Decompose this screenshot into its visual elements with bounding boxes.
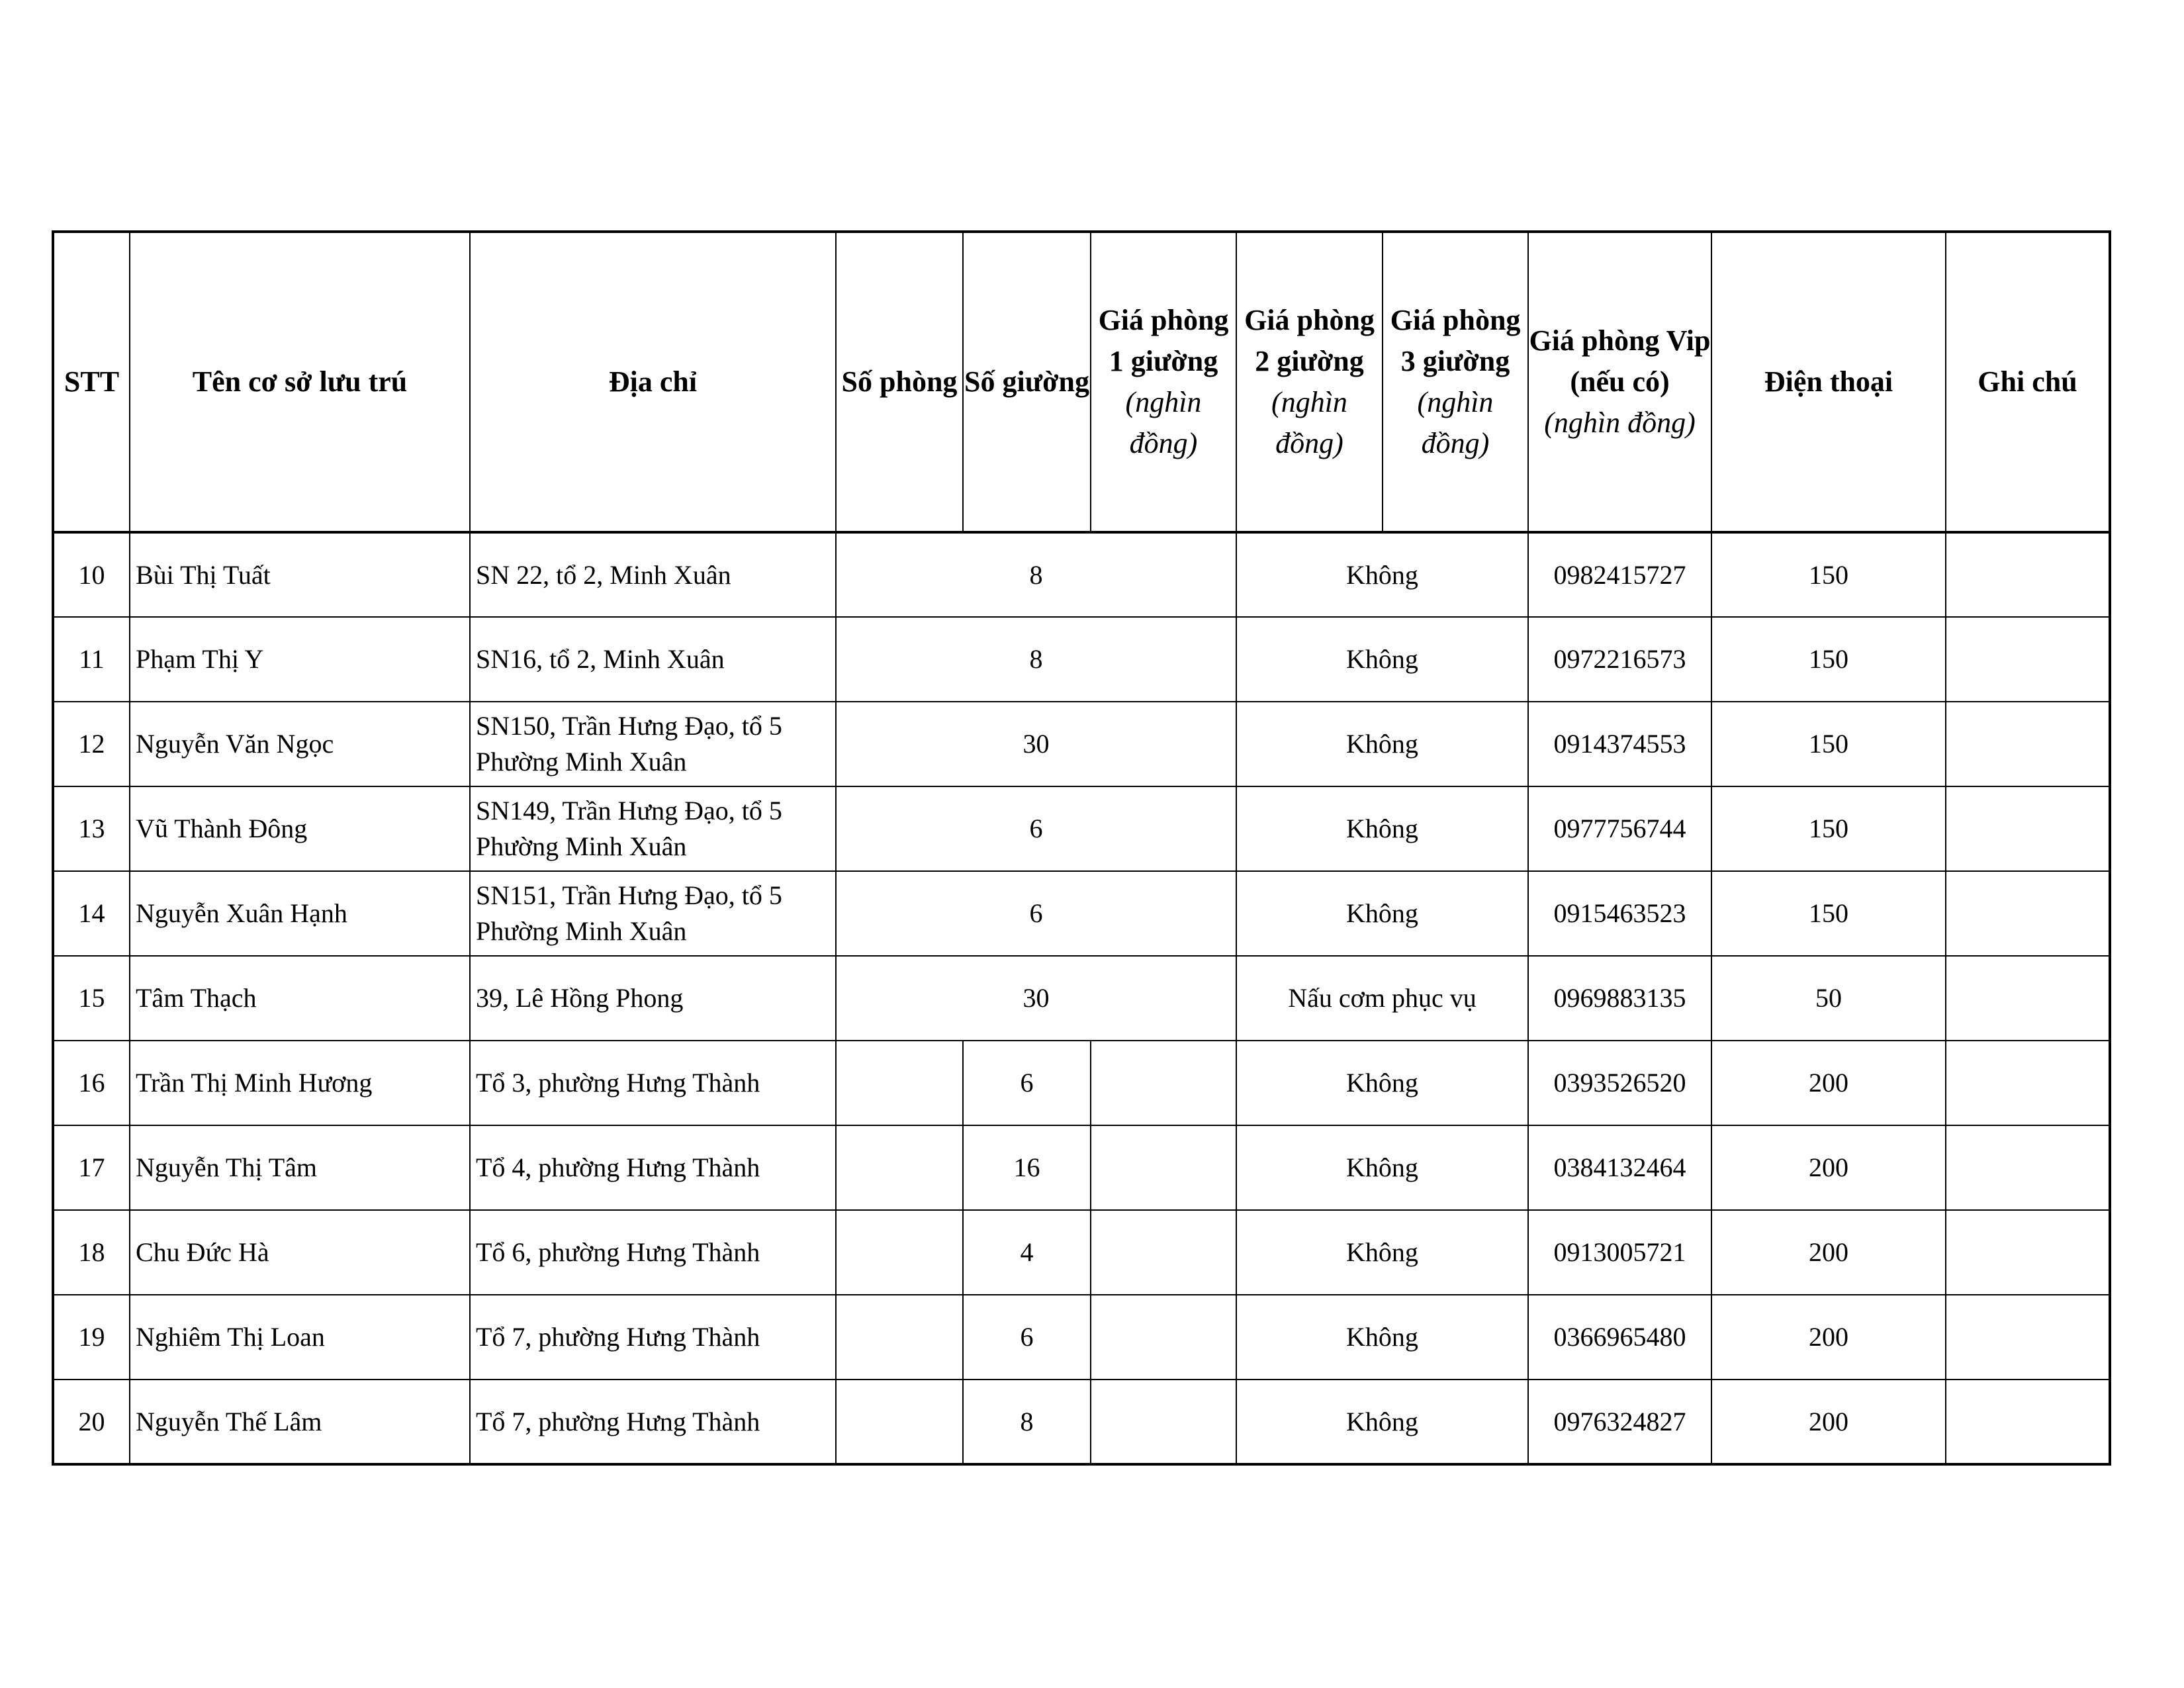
row-address: Tổ 3, phường Hưng Thành (470, 1041, 836, 1125)
header-stt: STT (53, 232, 130, 532)
header-rooms: Số phòng (836, 232, 963, 532)
lodging-table (52, 230, 2111, 1466)
row-phone: 0913005721 (1528, 1210, 1711, 1295)
row-rooms (836, 1380, 963, 1464)
row-address: Tổ 7, phường Hưng Thành (470, 1380, 836, 1464)
row-name: Nguyễn Thị Tâm (130, 1125, 470, 1210)
header-price-2-bed-title: Giá phòng 2 giường (1244, 304, 1375, 377)
table-row (53, 532, 2110, 617)
row-phone: 0977756744 (1528, 786, 1711, 871)
row-services: Không (1236, 532, 1528, 617)
row-address: Tổ 7, phường Hưng Thành (470, 1295, 836, 1380)
row-rooms-beds: 6 (836, 871, 1236, 956)
row-address: Tổ 6, phường Hưng Thành (470, 1210, 836, 1295)
row-price-1-bed (1091, 1295, 1236, 1380)
row-price-1-bed (1091, 1380, 1236, 1464)
table-row (53, 956, 2110, 1041)
row-stt: 13 (53, 786, 130, 871)
row-address: Tổ 4, phường Hưng Thành (470, 1125, 836, 1210)
row-price: 200 (1711, 1295, 1946, 1380)
row-stt: 18 (53, 1210, 130, 1295)
row-stt: 19 (53, 1295, 130, 1380)
row-rooms (836, 1125, 963, 1210)
row-note (1946, 1295, 2110, 1380)
header-price-vip (1528, 232, 1711, 532)
header-price-vip-unit: (nghìn đồng) (1544, 406, 1696, 439)
table-row (53, 702, 2110, 786)
row-beds: 6 (963, 1295, 1091, 1380)
header-name: Tên cơ sở lưu trú (130, 232, 470, 532)
row-price-1-bed (1091, 1041, 1236, 1125)
table-row (53, 1041, 2110, 1125)
row-stt: 16 (53, 1041, 130, 1125)
row-phone: 0914374553 (1528, 702, 1711, 786)
row-address: 39, Lê Hồng Phong (470, 956, 836, 1041)
row-rooms-beds: 8 (836, 617, 1236, 702)
table-row (53, 617, 2110, 702)
row-stt: 20 (53, 1380, 130, 1464)
row-name: Bùi Thị Tuất (130, 532, 470, 617)
row-beds: 16 (963, 1125, 1091, 1210)
row-phone: 0384132464 (1528, 1125, 1711, 1210)
row-rooms-beds: 30 (836, 956, 1236, 1041)
header-phone: Điện thoại (1711, 232, 1946, 532)
row-services: Không (1236, 1295, 1528, 1380)
row-rooms (836, 1041, 963, 1125)
header-row (53, 232, 2110, 532)
row-stt: 14 (53, 871, 130, 956)
row-phone: 0972216573 (1528, 617, 1711, 702)
row-stt: 15 (53, 956, 130, 1041)
row-price: 150 (1711, 532, 1946, 617)
row-note (1946, 786, 2110, 871)
header-price-vip-title: Giá phòng Vip (nếu có) (1529, 324, 1711, 398)
row-price: 150 (1711, 786, 1946, 871)
row-price: 150 (1711, 617, 1946, 702)
header-note: Ghi chú (1946, 232, 2110, 532)
row-name: Vũ Thành Đông (130, 786, 470, 871)
row-services: Không (1236, 617, 1528, 702)
row-name: Tâm Thạch (130, 956, 470, 1041)
header-beds: Số giường (963, 232, 1091, 532)
row-note (1946, 1380, 2110, 1464)
row-rooms (836, 1295, 963, 1380)
row-phone: 0393526520 (1528, 1041, 1711, 1125)
row-phone: 0366965480 (1528, 1295, 1711, 1380)
row-services: Không (1236, 1210, 1528, 1295)
row-note (1946, 702, 2110, 786)
row-name: Chu Đức Hà (130, 1210, 470, 1295)
header-price-2-bed (1236, 232, 1383, 532)
row-rooms-beds: 30 (836, 702, 1236, 786)
table-row (53, 1125, 2110, 1210)
row-services: Không (1236, 1041, 1528, 1125)
row-stt: 10 (53, 532, 130, 617)
row-address: SN150, Trần Hưng Đạo, tổ 5 Phường Minh Xuân (470, 702, 836, 786)
row-address: SN 22, tổ 2, Minh Xuân (470, 532, 836, 617)
row-beds: 6 (963, 1041, 1091, 1125)
row-name: Nguyễn Thế Lâm (130, 1380, 470, 1464)
row-price: 50 (1711, 956, 1946, 1041)
header-price-3-bed-title: Giá phòng 3 giường (1390, 304, 1521, 377)
row-services: Không (1236, 871, 1528, 956)
header-address: Địa chỉ (470, 232, 836, 532)
row-beds: 8 (963, 1380, 1091, 1464)
row-note (1946, 956, 2110, 1041)
row-rooms-beds: 8 (836, 532, 1236, 617)
row-services: Không (1236, 702, 1528, 786)
row-stt: 11 (53, 617, 130, 702)
row-name: Phạm Thị Y (130, 617, 470, 702)
row-rooms-beds: 6 (836, 786, 1236, 871)
row-price: 200 (1711, 1125, 1946, 1210)
row-stt: 12 (53, 702, 130, 786)
row-note (1946, 617, 2110, 702)
row-address: SN151, Trần Hưng Đạo, tổ 5 Phường Minh Xuân (470, 871, 836, 956)
row-name: Nguyễn Văn Ngọc (130, 702, 470, 786)
row-note (1946, 1210, 2110, 1295)
row-stt: 17 (53, 1125, 130, 1210)
table-row (53, 786, 2110, 871)
row-price: 200 (1711, 1210, 1946, 1295)
row-beds: 4 (963, 1210, 1091, 1295)
row-services: Không (1236, 786, 1528, 871)
header-price-1-bed (1091, 232, 1236, 532)
row-services: Không (1236, 1125, 1528, 1210)
header-price-1-bed-title: Giá phòng 1 giường (1098, 304, 1229, 377)
row-note (1946, 532, 2110, 617)
row-name: Nghiêm Thị Loan (130, 1295, 470, 1380)
table-row (53, 871, 2110, 956)
row-phone: 0982415727 (1528, 532, 1711, 617)
table-row (53, 1380, 2110, 1464)
row-price-1-bed (1091, 1210, 1236, 1295)
row-name: Nguyễn Xuân Hạnh (130, 871, 470, 956)
row-phone: 0976324827 (1528, 1380, 1711, 1464)
header-price-2-bed-unit: (nghìn đồng) (1271, 386, 1347, 459)
row-phone: 0915463523 (1528, 871, 1711, 956)
row-rooms (836, 1210, 963, 1295)
header-price-3-bed (1383, 232, 1528, 532)
row-phone: 0969883135 (1528, 956, 1711, 1041)
row-price: 200 (1711, 1380, 1946, 1464)
row-services: Nấu cơm phục vụ (1236, 956, 1528, 1041)
row-price: 150 (1711, 702, 1946, 786)
row-note (1946, 1041, 2110, 1125)
row-services: Không (1236, 1380, 1528, 1464)
row-note (1946, 871, 2110, 956)
table-row (53, 1210, 2110, 1295)
row-price: 200 (1711, 1041, 1946, 1125)
row-price: 150 (1711, 871, 1946, 956)
row-note (1946, 1125, 2110, 1210)
row-address: SN16, tổ 2, Minh Xuân (470, 617, 836, 702)
header-price-1-bed-unit: (nghìn đồng) (1125, 386, 1202, 459)
row-name: Trần Thị Minh Hương (130, 1041, 470, 1125)
row-address: SN149, Trần Hưng Đạo, tổ 5 Phường Minh Xuân (470, 786, 836, 871)
table-row (53, 1295, 2110, 1380)
row-price-1-bed (1091, 1125, 1236, 1210)
header-price-3-bed-unit: (nghìn đồng) (1417, 386, 1494, 459)
